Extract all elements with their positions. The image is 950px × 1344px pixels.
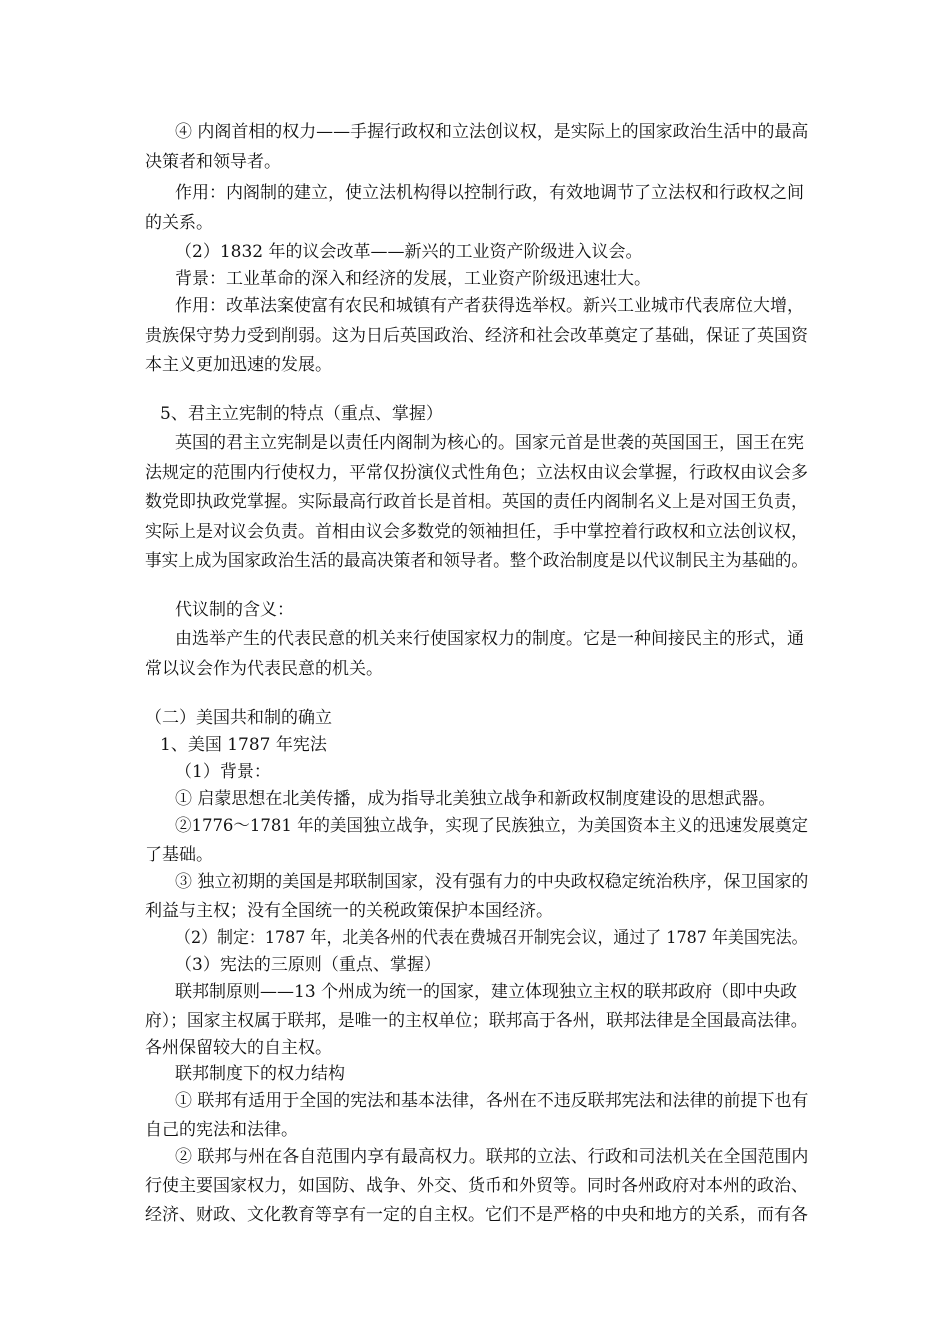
text-line: （1）背景： [175, 762, 271, 782]
text-line: 本主义更加迅速的发展。 [145, 355, 332, 375]
text-line: 决策者和领导者。 [145, 152, 281, 172]
text-line: 行使主要国家权力，如国防、战争、外交、货币和外贸等。同时各州政府对本州的政治、 [145, 1176, 808, 1196]
text-line: 常以议会作为代表民意的机关。 [145, 659, 383, 679]
text-line: ②1776～1781 年的美国独立战争，实现了民族独立，为美国资本主义的迅速发展奠定 [175, 816, 808, 836]
text-line: （2）1832 年的议会改革——新兴的工业资产阶级进入议会。 [175, 242, 643, 262]
text-line: 事实上成为国家政治生活的最高决策者和领导者。整个政治制度是以代议制民主为基础的。 [145, 551, 808, 571]
text-line: 作用：改革法案使富有农民和城镇有产者获得选举权。新兴工业城市代表席位大增， [175, 296, 804, 316]
text-line: （2）制定：1787 年，北美各州的代表在费城召开制宪会议，通过了 1787 年美国宪法。 [175, 928, 808, 948]
text-line: 由选举产生的代表民意的机关来行使国家权力的制度。它是一种间接民主的形式，通 [175, 629, 804, 649]
text-line: 英国的君主立宪制是以责任内阁制为核心的。国家元首是世袭的英国国王，国王在宪 [175, 433, 804, 453]
text-line: 各州保留较大的自主权。 [145, 1038, 332, 1058]
section-heading: 代议制的含义： [175, 600, 294, 620]
text-line: 数党即执政党掌握。实际最高行政首长是首相。英国的责任内阁制名义上是对国王负责， [145, 492, 808, 512]
text-line: 作用：内阁制的建立，使立法机构得以控制行政，有效地调节了立法权和行政权之间 [175, 183, 804, 203]
text-line: 利益与主权；没有全国统一的关税政策保护本国经济。 [145, 901, 553, 921]
text-line: （3）宪法的三原则（重点、掌握） [175, 955, 441, 975]
text-line: ③ 独立初期的美国是邦联制国家，没有强有力的中央政权稳定统治秩序，保卫国家的 [175, 872, 809, 892]
text-line: ② 联邦与州在各自范围内享有最高权力。联邦的立法、行政和司法机关在全国范围内 [175, 1147, 809, 1167]
text-line: 了基础。 [145, 845, 213, 865]
text-line: 自己的宪法和法律。 [145, 1120, 298, 1140]
section-heading: （二）美国共和制的确立 [145, 708, 332, 728]
text-line: 联邦制度下的权力结构 [175, 1064, 345, 1084]
text-line: 的关系。 [145, 213, 213, 233]
text-line: 实际上是对议会负责。首相由议会多数党的领袖担任，手中掌控着行政权和立法创议权， [145, 522, 808, 542]
text-line: ④ 内阁首相的权力——手握行政权和立法创议权，是实际上的国家政治生活中的最高 [175, 122, 809, 142]
section-heading: 5、君主立宪制的特点（重点、掌握） [160, 404, 443, 424]
section-heading: 1、美国 1787 年宪法 [160, 735, 327, 755]
text-line: 联邦制原则——13 个州成为统一的国家，建立体现独立主权的联邦政府（即中央政 [175, 982, 798, 1002]
text-line: 经济、财政、文化教育等享有一定的自主权。它们不是严格的中央和地方的关系，而有各 [145, 1205, 808, 1225]
text-line: 法规定的范围内行使权力，平常仅扮演仪式性角色；立法权由议会掌握，行政权由议会多 [145, 463, 808, 483]
text-line: ① 联邦有适用于全国的宪法和基本法律，各州在不违反联邦宪法和法律的前提下也有 [175, 1091, 809, 1111]
text-line: 背景：工业革命的深入和经济的发展，工业资产阶级迅速壮大。 [175, 269, 651, 289]
text-line: 府）；国家主权属于联邦，是唯一的主权单位；联邦高于各州，联邦法律是全国最高法律。 [145, 1011, 808, 1031]
text-line: ① 启蒙思想在北美传播，成为指导北美独立战争和新政权制度建设的思想武器。 [175, 789, 776, 809]
text-line: 贵族保守势力受到削弱。这为日后英国政治、经济和社会改革奠定了基础，保证了英国资 [145, 326, 808, 346]
